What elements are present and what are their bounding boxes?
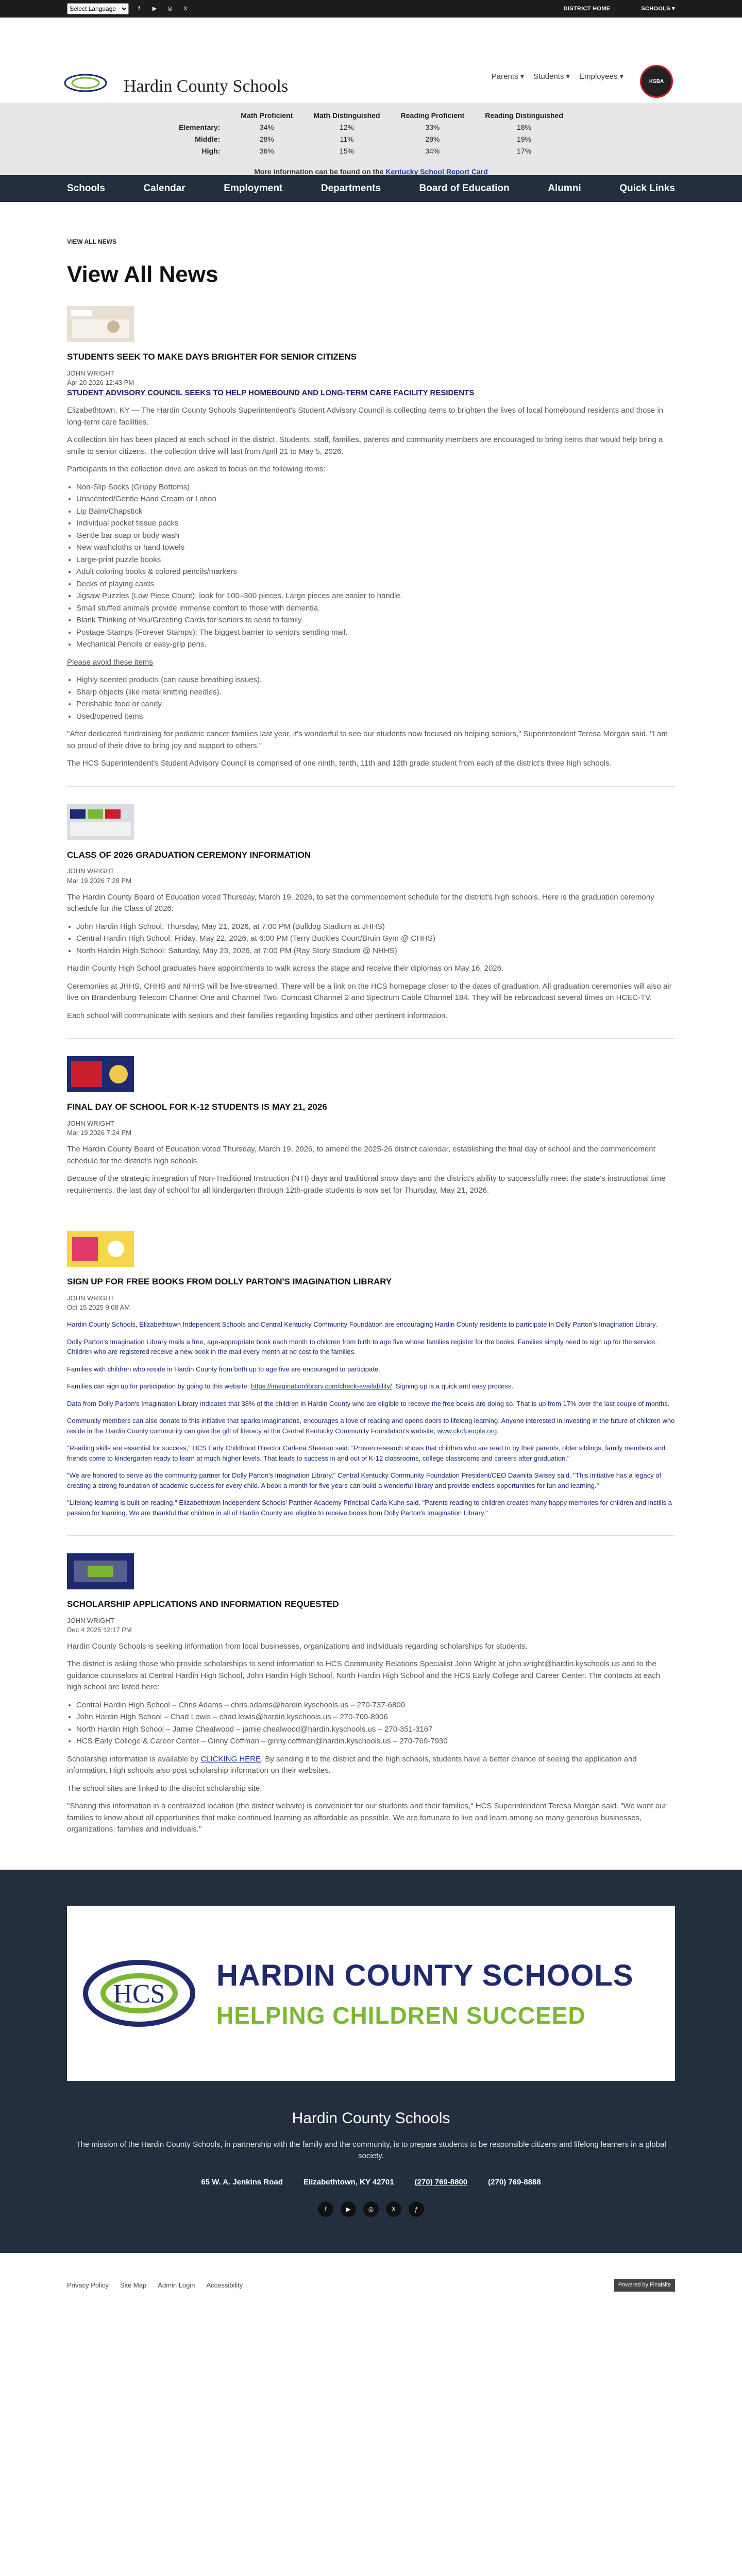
utility-bar: [0, 0, 742, 18]
fax-number: (270) 769-8888: [488, 2177, 541, 2187]
article-paragraph: "After dedicated fundraising for pediatric cancer families last year, it's wonderful to see our students now focused on helping seniors," Superintendent Teresa Morgan said. "I am so proud of their drive to bring joy and support to others.": [67, 730, 668, 750]
list-item: • Postage Stamps (Forever Stamps): The biggest barrier to seniors sending mail.: [76, 627, 675, 639]
article-paragraph: Each school will communicate with seniors and their families regarding logistics and other pertinent information.: [67, 1011, 448, 1020]
article-thumbnail[interactable]: [67, 804, 134, 840]
article-date: Dec 4 2025 12:17 PM: [67, 1625, 132, 1634]
nav-departments[interactable]: Departments: [321, 182, 381, 194]
article-thumbnail[interactable]: [67, 1056, 134, 1092]
nav-employees[interactable]: Employees ▾: [579, 72, 623, 81]
article-author: JOHN WRIGHT: [67, 1616, 114, 1624]
list-item: • John Hardin High School – Chad Lewis – chad.lewis@hardin.kyschools.us – 270-769-8906: [76, 1711, 675, 1723]
logo-line-2: HELPING CHILDREN SUCCEED: [216, 2002, 586, 2029]
article-paragraph: "We are honored to serve as the community partner for Dolly Parton's Imagination Library," Central Kentucky Community Foundation President/CEO Dawnita Swisey said. "This initiative has a legacy of creating a strong foundation of academic success for every child. A book a month for five years can build a wonderful library and provide endless opportunities for fun and learning.": [67, 1471, 662, 1489]
article-thumbnail[interactable]: [67, 1231, 134, 1267]
list-item: • Gentle bar soap or body wash: [76, 530, 675, 542]
district-logo[interactable]: [61, 71, 110, 95]
list-item: • Decks of playing cards: [76, 579, 675, 590]
report-card-link[interactable]: Kentucky School Report Card: [385, 167, 488, 176]
scholarship-link[interactable]: CLICKING HERE: [200, 1754, 261, 1764]
table-row: High: 36% 15% 34% 17%: [201, 146, 532, 155]
list-item: • Sharp objects (like metal knitting needles).: [76, 687, 675, 699]
list-item: • John Hardin High School: Thursday, May 21, 2026, at 7:00 PM (Bulldog Stadium at JHHS): [76, 921, 675, 933]
footer-address: [67, 2177, 675, 2189]
article-title[interactable]: FINAL DAY OF SCHOOL FOR K-12 STUDENTS IS MAY 21, 2026: [67, 1102, 327, 1112]
item-list: [76, 482, 675, 651]
article-thumbnail[interactable]: [67, 306, 134, 342]
article-paragraph: "Sharing this information in a centralized location (the district website) is convenient for our students and their families," HCS Superintendent Teresa Morgan said. "We want our families to know about all opportunities that make continued learning as affordable as possible. We are fortunate to live and learn among so many generous businesses, organizations, families and individuals.": [67, 1802, 667, 1834]
list-item: • Central Hardin High School – Chris Adams – chris.adams@hardin.kyschools.us – 270-737-6800: [76, 1700, 675, 1711]
list-item: • Mechanical Pencils or easy-grip pens.: [76, 639, 675, 651]
list-item: • Used/opened items.: [76, 711, 675, 723]
article-date: Mar 19 2026 7:24 PM: [67, 1128, 132, 1137]
accessibility-link[interactable]: Accessibility: [206, 2281, 243, 2289]
article-paragraph: The Hardin County Board of Education voted Thursday, March 19, 2026, to set the commencement schedule for the district's high schools. Here is the graduation ceremony schedule for the Class of 2026:: [67, 892, 654, 913]
table-row: Middle: 28% 11% 28% 19%: [195, 134, 532, 143]
admin-login-link[interactable]: Admin Login: [158, 2281, 195, 2289]
instagram-icon[interactable]: ◎: [167, 5, 173, 12]
article-paragraph: Community members can also donate to this initiative that sparks imaginations, encourages a love of reading and opens doors to lifelong learning. Anyone interested in investing in the future of children who reside in the Hardin County community can give the gift of literacy at the Central Kentucky Community Foundation's website, www.ckcfpeople.org.: [67, 1417, 675, 1435]
article-thumbnail[interactable]: [67, 1553, 134, 1589]
avoid-list: [76, 674, 675, 722]
list-item: • Adult coloring books & colored pencils/markers: [76, 566, 675, 578]
mission-statement: The mission of the Hardin County Schools, in partnership with the family and the community, is to prepare students to be responsible citizens and lifelong learners in a global society.: [76, 2140, 666, 2161]
city-state: Elizabethtown, KY 42701: [303, 2177, 394, 2187]
x-icon[interactable]: X: [386, 2201, 401, 2217]
logo-line-1: HARDIN COUNTY SCHOOLS: [216, 1958, 634, 1992]
main-content: [0, 237, 742, 1852]
article-paragraph: Data from Dolly Parton's Imagination Library indicates that 38% of the children in Hardin County who are eligible to receive the free books are doing so. That is up from 17% over the last couple of months.: [67, 1399, 670, 1408]
news-article: [67, 1231, 675, 1536]
list-item: • North Hardin High School: Saturday, May 23, 2026, at 7:00 PM (Ray Story Stadium @ NHHS): [76, 945, 675, 957]
article-paragraph: Dolly Parton's Imagination Library mails a free, age-appropriate book each month to children from birth to age five whose families register for the books. Families simply need to sign up for the service. Children who are registered receive a new book in the mail every month at no cost to the families.: [67, 1337, 657, 1355]
article-paragraph: Hardin County High School graduates have appointments to walk across the stage and receive their diplomas on May 16, 2026.: [67, 964, 504, 973]
article-date: Oct 15 2025 9:08 AM: [67, 1303, 130, 1311]
youtube-icon[interactable]: ▶: [152, 5, 157, 12]
schools-menu[interactable]: SCHOOLS ▾: [641, 5, 675, 12]
street-address: 65 W. A. Jenkins Road: [201, 2177, 283, 2187]
article-title[interactable]: SIGN UP FOR FREE BOOKS FROM DOLLY PARTON'S IMAGINATION LIBRARY: [67, 1277, 392, 1287]
facebook-icon[interactable]: f: [318, 2201, 333, 2217]
footer-logo-band: [0, 1870, 742, 2096]
article-paragraph: "Reading skills are essential for success," HCS Early Childhood Director Carlena Sheeran said. "Proven research shows that children who are read to by their parents, older siblings, family members and friends come to kindergarten ready to learn at much higher levels. That leads to success in and out of K-12 classrooms, college classrooms and careers after graduation.": [67, 1444, 666, 1462]
article-paragraph: "Lifelong learning is built on reading," Elizabethtown Independent Schools' Panther Academy Principal Carla Kuhn said. "Parents reading to children creates many happy memories for children and instills a passion for learning. We are thankful that children in all of Hardin County are eligible to receive books from Dolly Parton's Imagination Library.": [67, 1499, 672, 1517]
nav-schools[interactable]: Schools: [67, 182, 105, 194]
privacy-policy-link[interactable]: Privacy Policy: [67, 2281, 109, 2289]
list-item: • Blank Thinking of You/Greeting Cards for seniors to send to family.: [76, 615, 675, 626]
powered-by-badge[interactable]: Powered by Finalsite: [614, 2279, 675, 2292]
list-item: • New washcloths or hand towels: [76, 542, 675, 554]
x-icon[interactable]: X: [183, 5, 188, 12]
list-item: • North Hardin High School – Jamie Chealwood – jamie.chealwood@hardin.kyschools.us – 270-351-3167: [76, 1724, 675, 1736]
article-paragraph: Because of the strategic integration of Non-Traditional Instruction (NTI) days and traditional snow days and the district's ability to successfully meet the state's instructional time requirements, the last day of school for all kindergarten through 12th-grade students is now set for Thursday, May 21, 2026.: [67, 1174, 666, 1195]
list-item: • Non-Slip Socks (Grippy Bottoms): [76, 482, 675, 494]
assessment-table: Math Proficient Math Distinguished Reading Proficient Reading Distinguished Elementary: 34% 12% 33% 18% Middle: 28% 11% 28% 19% High: 36% 15% 34% 17%: [168, 110, 574, 157]
footer-name: Hardin County Schools: [292, 2109, 450, 2127]
breadcrumb[interactable]: VIEW ALL NEWS: [67, 238, 116, 245]
nav-board[interactable]: Board of Education: [419, 182, 510, 194]
phone-link[interactable]: (270) 769-8800: [414, 2177, 468, 2187]
news-article: [67, 306, 675, 787]
article-paragraph: Scholarship information is available by CLICKING HERE. By sending it to the district and the high schools, students have a better chance of seeing the application and information. High schools also post scholarship information on their websites.: [67, 1754, 637, 1775]
avoid-heading: Please avoid these items: [67, 657, 153, 667]
flickr-icon[interactable]: ƒ: [409, 2201, 424, 2217]
news-article: [67, 804, 675, 1039]
article-paragraph: Elizabethtown, KY — The Hardin County Schools Superintendent's Student Advisory Council is collecting items to brighten the lives of local homebound residents and those in long-term care facilities.: [67, 406, 664, 427]
facebook-icon[interactable]: f: [138, 5, 140, 12]
svg-text:HCS: HCS: [113, 1979, 165, 2009]
contact-list: [76, 1700, 675, 1748]
nav-employment[interactable]: Employment: [224, 182, 283, 194]
list-item: • Perishable food or candy.: [76, 699, 675, 710]
article-subtitle: STUDENT ADVISORY COUNCIL SEEKS TO HELP HOMEBOUND AND LONG-TERM CARE FACILITY RESIDENTS: [67, 388, 475, 397]
article-paragraph: Participants in the collection drive are asked to focus on the following items:: [67, 465, 326, 474]
hcs-logo-mark: [82, 1937, 196, 2050]
report-card-text: More information can be found on the Kentucky School Report Card: [254, 167, 488, 176]
article-author: JOHN WRIGHT: [67, 369, 114, 377]
news-article: [67, 1553, 675, 1852]
list-item: • Small stuffed animals provide immense comfort to those with dementia.: [76, 603, 675, 615]
ckcf-link[interactable]: www.ckcfpeople.org: [437, 1427, 497, 1435]
footer-logo: [67, 1906, 675, 2081]
article-paragraph: The district is asking those who provide scholarships to send information to HCS Community Relations Specialist John Wright at john.wright@hardin.kyschools.us and to the guidance counselors at Central Hardin High School, John Hardin High School, North Hardin High School and the HCS Early College and Career Center. The contacts at each high school are listed here:: [67, 1659, 661, 1692]
article-author: JOHN WRIGHT: [67, 1119, 114, 1127]
article-paragraph: Hardin County Schools is seeking information from local businesses, organizations and individuals regarding scholarships for students.: [67, 1641, 528, 1651]
bottom-bar: [0, 2253, 742, 2317]
article-title[interactable]: SCHOLARSHIP APPLICATIONS AND INFORMATION REQUESTED: [67, 1599, 339, 1609]
article-paragraph: Families can sign up for participation by going to this website: https://imaginationlibrary.com/check-availability/. Signing up is a quick and easy process.: [67, 1382, 514, 1390]
nav-quick-links[interactable]: Quick Links: [619, 182, 675, 194]
article-title[interactable]: CLASS OF 2026 GRADUATION CEREMONY INFORMATION: [67, 850, 311, 860]
news-article: [67, 1056, 675, 1213]
article-date: Mar 19 2026 7:28 PM: [67, 876, 132, 885]
site-title[interactable]: Hardin County Schools: [124, 77, 289, 96]
article-paragraph: The school sites are linked to the district scholarship site.: [67, 1784, 262, 1793]
footer: [0, 2096, 742, 2253]
article-paragraph: The Hardin County Board of Education voted Thursday, March 19, 2026, to amend the 2025-26 district calendar, establishing the final day of school and the commencement schedule for the district's high schools.: [67, 1145, 655, 1165]
nav-calendar[interactable]: Calendar: [143, 182, 185, 194]
district-home-link[interactable]: DISTRICT HOME: [563, 5, 611, 12]
list-item: • Individual pocket tissue packs: [76, 518, 675, 530]
youtube-icon[interactable]: ▶: [341, 2201, 356, 2217]
list-item: • Highly scented products (can cause breathing issues).: [76, 674, 675, 686]
list-item: • Jigsaw Puzzles (Low Piece Count): look for 100–300 pieces. Large pieces are easier to handle.: [76, 590, 675, 602]
page-title: View All News: [67, 262, 218, 287]
list-item: • Large-print puzzle books: [76, 554, 675, 566]
nav-parents[interactable]: Parents ▾: [491, 72, 525, 81]
article-date: Apr 20 2026 12:43 PM: [67, 378, 134, 386]
article-author: JOHN WRIGHT: [67, 1294, 114, 1302]
list-item: • Unscented/Gentle Hand Cream or Lotion: [76, 494, 675, 505]
language-select[interactable]: [67, 3, 129, 14]
main-nav: [0, 175, 742, 202]
ksba-seal: KSBA: [640, 65, 673, 98]
article-paragraph: A collection bin has been placed at each school in the district. Students, staff, families, parents and community members are encouraged to bring items that would help bring a smile to senior citizens. The collection drive will last from April 21 to May 5, 2026.: [67, 435, 663, 456]
article-paragraph: Families with children who reside in Hardin County from birth up to age five are encouraged to participate.: [67, 1365, 380, 1373]
article-paragraph: The HCS Superintendent's Student Advisory Council is comprised of one ninth, tenth, 11th and 12th grade student from each of the district's three high schools.: [67, 759, 612, 768]
list-item: • Lip Balm/Chapstick: [76, 506, 675, 518]
article-paragraph: Hardin County Schools, Elizabethtown Independent Schools and Central Kentucky Community Foundation are encouraging Hardin County residents to participate in Dolly Parton's Imagination Library.: [67, 1320, 657, 1328]
header-nav: [492, 71, 623, 83]
article-paragraph: Ceremonies at JHHS, CHHS and NHHS will be live-streamed. There will be a link on the HCS homepage closer to the dates of graduation. All graduation ceremonies will also air live on Brandenburg Telecom Channel One and Channel Two. Comcast Channel 2 and Spectrum Cable Channel 184. They will be rebroadcast several times on HCEC-TV.: [67, 981, 672, 1003]
nav-students[interactable]: Students ▾: [533, 72, 570, 81]
instagram-icon[interactable]: ◎: [363, 2201, 379, 2217]
item-list: [76, 921, 675, 957]
list-item: • Central Hardin High School: Friday, May 22, 2026, at 6:00 PM (Terry Buckles Court/Bruin Gym @ CHHS): [76, 933, 675, 945]
table-row: Elementary: 34% 12% 33% 18%: [179, 123, 532, 131]
article-title[interactable]: STUDENTS SEEK TO MAKE DAYS BRIGHTER FOR SENIOR CITIZENS: [67, 352, 357, 362]
nav-alumni[interactable]: Alumni: [548, 182, 581, 194]
article-author: JOHN WRIGHT: [67, 867, 114, 875]
site-map-link[interactable]: Site Map: [120, 2281, 147, 2289]
imagination-library-link[interactable]: https://imaginationlibrary.com/check-availability/: [250, 1382, 392, 1390]
list-item: • HCS Early College & Career Center – Ginny Coffman – ginny.coffman@hardin.kyschools.us – 270-769-7930: [76, 1736, 675, 1748]
footer-socials: [67, 2201, 675, 2217]
masthead: [0, 18, 742, 103]
